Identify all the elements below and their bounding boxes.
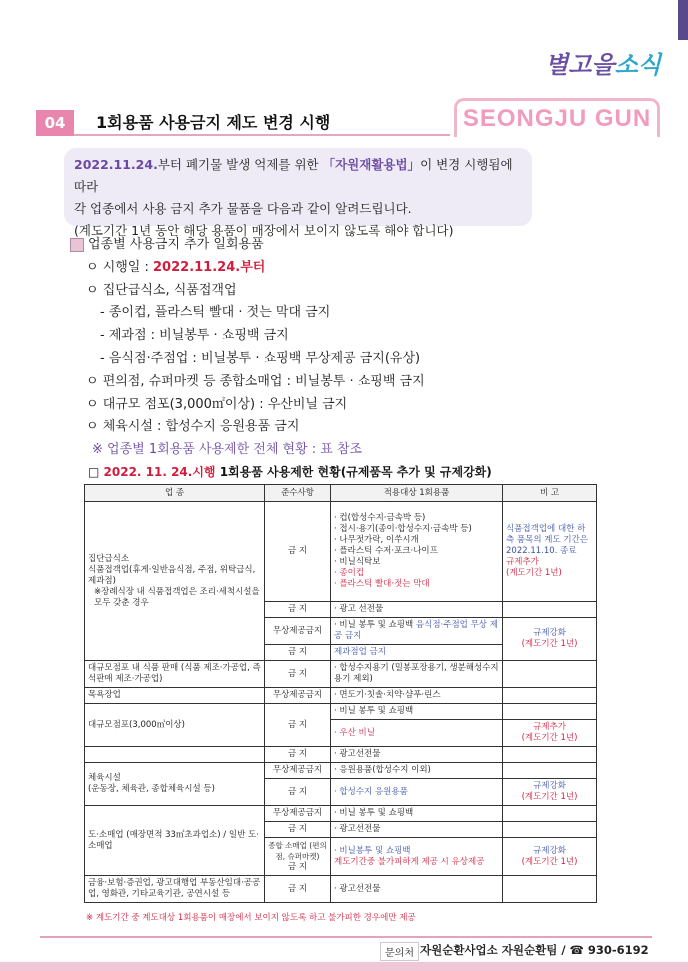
- table-row: · 우산 비닐 규제추가 (계도기간 1년): [85, 720, 597, 747]
- law-name: 「자원재활용법」: [322, 157, 421, 172]
- table-row: 무상제공금지 · 비닐 봉투 및 쇼핑백 음식점·주점업 무상 제공 금지 규제강화 (계도기간 1년): [85, 618, 597, 645]
- note-cell: 식품접객업에 대한 하측 품목의 계도 기간은 2022.11.10. 종료 규제추가 (계도기간 1년): [503, 502, 597, 602]
- list-item: ㅇ 대규모 점포(3,000㎡이상) : 우산비닐 금지: [86, 396, 348, 412]
- list-item: ㅇ 집단급식소, 식품접객업: [86, 282, 237, 298]
- contact-info: 자원순환사업소 자원순환팀 / ☎ 930-6192: [420, 943, 649, 957]
- intro-line3: (계도기간 1년 동안 해당 용품이 매장에서 보이지 않도록 해야 합니다): [74, 223, 454, 238]
- contact-label: 문의처: [380, 942, 419, 961]
- table-footnote: ※ 계도기간 중 계도대상 1회용품이 매장에서 보이지 않도록 하고 불가피한 경우에만 제공: [86, 913, 416, 923]
- publication-logo: 별고을소식: [545, 50, 661, 79]
- top-bar: [0, 0, 688, 25]
- intro-box: [64, 148, 532, 238]
- region-label: SEONGJU GUN: [454, 98, 660, 137]
- list-item: ㅇ 체육시설 : 합성수지 응원용품 금지: [86, 419, 300, 435]
- col-header: 업 종: [85, 485, 265, 502]
- intro-date: 2022.11.24.: [74, 157, 158, 172]
- list-item: - 음식점·주점업 : 비닐봉투 · 쇼핑백 무상제공 금지(유상): [100, 350, 421, 366]
- effective-label: ㅇ 시행일 :: [86, 259, 154, 275]
- reference-note: ※ 업종별 1회용품 사용제한 전체 현황 : 표 참조: [92, 442, 363, 458]
- footer-band: [0, 962, 688, 971]
- col-header: 비 고: [503, 485, 597, 502]
- table-header-row: [85, 485, 597, 502]
- footer-rule: [40, 936, 652, 938]
- biz-cell: 집단급식소 식품접객업(휴게·일반음식점, 주점, 위탁급식, 제과점) ※장례식장 내 식품접객업은 조리·세척시설을 모두 갖춘 경우: [85, 502, 265, 661]
- list-item: - 종이컵, 플라스틱 빨대 · 젓는 막대 금지: [100, 305, 331, 321]
- regulation-table: [84, 484, 597, 903]
- section-title: 1회용품 사용금지 제도 변경 시행: [96, 113, 331, 132]
- table-row: 금 지 · 광고 선전물: [85, 602, 597, 618]
- table-row: 금융·보험·증권업, 광고대행업 부동산임대·공공업, 영화관, 기타교육기관, 공연시설 등 금 지 · 광고선전물: [85, 876, 597, 903]
- table-row: 대규모점포 내 식품 판매 (식품 제조·가공업, 즉석판매 제조·가공업) 금 지 · 합성수지용기 (밀봉포장용기, 생분해성수지용기 제외): [85, 661, 597, 688]
- table-row: 도·소매업 (매장면적 33㎡초과업소) / 일반 도·소매업 무상제공금지 · 비닐 봉투 및 쇼핑백: [85, 806, 597, 822]
- table-row: 목욕장업 무상제공금지 · 면도기·칫솔·치약·샴푸·린스: [85, 688, 597, 704]
- table-row: 금 지 제과점업 금지: [85, 645, 597, 661]
- body-list: [70, 234, 425, 462]
- table-row: 금 지 · 광고선전물: [85, 747, 597, 763]
- intro-text: 부터 폐기물 발생 억제를 위한: [157, 157, 323, 172]
- rule-cell: 금 지: [265, 502, 331, 602]
- intro-text: 이 변경 시행됨에 따라: [74, 157, 513, 194]
- table-row: 체육시설 (운동장, 체육관, 종합체육시설 등) 무상제공금지 · 응원용품(합성수지 이외): [85, 763, 597, 779]
- section-number: 04: [36, 110, 74, 136]
- list-item: - 제과점 : 비닐봉투 · 쇼핑백 금지: [100, 328, 289, 344]
- table-row: 금 지 · 합성수지 응원용품 규제강화 (계도기간 1년): [85, 779, 597, 806]
- table-row: [85, 502, 597, 602]
- body-heading: 업종별 사용금지 추가 일회용품: [88, 237, 264, 252]
- table-row: 종합 소매업 (편의점, 슈퍼마켓) 금 지 · 비닐봉투 및 쇼핑백 계도기간중 불가피하게 제공 시 유상제공 규제강화 (계도기간 1년): [85, 838, 597, 876]
- table-title: □ 2022. 11. 24.시행 1회용품 사용제한 현황(규제품목 추가 및 규제강화): [88, 465, 492, 479]
- square-bullet-icon: [70, 238, 84, 252]
- list-item: ㅇ 편의점, 슈퍼마켓 등 종합소매업 : 비닐봉투 · 쇼핑백 금지: [86, 373, 425, 389]
- side-tab: [678, 0, 688, 40]
- table-row: 금 지 · 광고선전물: [85, 822, 597, 838]
- intro-line2: 각 업종에서 사용 금지 추가 물품을 다음과 같이 알려드립니다.: [74, 201, 412, 216]
- effective-date: 2022.11.24.부터: [153, 259, 266, 275]
- table-row: 대규모점포(3,000㎡이상) 금 지 · 비닐 봉투 및 쇼핑백: [85, 704, 597, 720]
- items-cell: · 컵(합성수지·금속박 등) · 접시·용기(종이·합성수지·금속박 등) · 나무젓가락, 이쑤시개 · 플라스틱 수저·포크·나이프 · 비닐식탁보 · 종이컵 · 플라스틱 빨대·젓는 막대: [331, 502, 503, 602]
- col-header: 준수사항: [265, 485, 331, 502]
- col-header: 적용대상 1회용품: [331, 485, 503, 502]
